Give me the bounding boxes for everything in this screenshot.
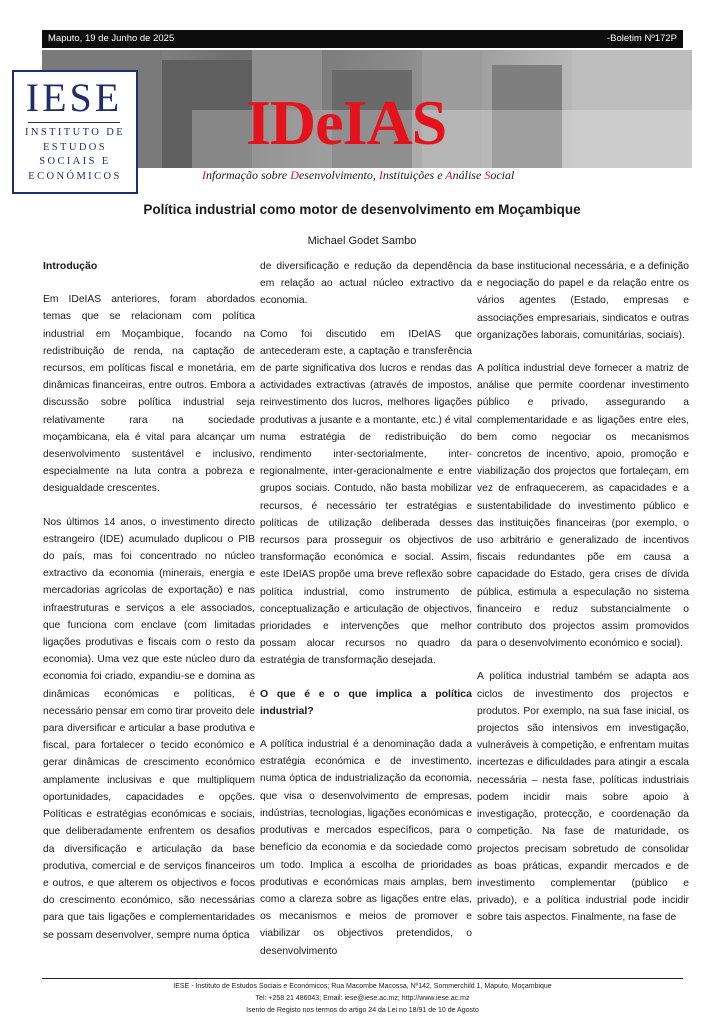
paragraph: Em IDeIAS anteriores, foram abordados temas que se relacionam com política industrial em Moçambique, focando na redistribuição de renda, na captação de recursos, em políticas fiscal e monetária, em dinâmicas financeiras, entre outros. Embora a discussão sobre política industrial seja relativamente rara na sociedade moçambicana, ela é vital para alcançar um desenvolvimento sustentável e inclusivo, especialmente na luta contra a pobreza e desigualdade crescentes. <box>43 294 255 495</box>
logo-line: ESTUDOS <box>42 141 108 153</box>
footer-registration: Isento de Registo nos termos do artigo 24 da Lei no 18/91 de 10 de Agosto <box>246 1007 479 1014</box>
bulletin-number: -Boletim Nº172P <box>607 33 677 44</box>
paragraph: A política industrial também se adapta aos ciclos de investimento dos projectos e produtos. Por exemplo, na sua fase inicial, os projectos são intensivos em investigação, vulneráveis à competição, e enfrentam muitas incertezas e dificuldades para atingir a escala necessária – nesta fase, políticas industriais podem incidir mais sobre apoio à investigação, protecção, e coordenação da competição. Na fase de maturidade, os projectos precisam sobretudo de consolidar as boas práticas, expandir mercados e de investimento complementar (público e privado), e a política industrial pode incidir sobre tais aspectos. Finalmente, na fase de <box>477 671 689 924</box>
article-title: Política industrial como motor de desenvolvimento em Moçambique <box>143 202 581 217</box>
masthead-title: IDeIAS <box>246 87 447 158</box>
iese-logo <box>12 70 138 194</box>
paragraph: A política industrial deve fornecer a matriz de análise que permite coordenar investimento público e privado, assegurando a complementaridade e as ligações entre eles, bem como negociar os mecanismos concretos de incentivo, apoio, promoção e viabilização dos projectos que fortaleçam, em vez de enfraquecerem, as capacidades e a sustentabilidade do investimento público e das instituições financeiras (por exemplo, o uso arbitrário e generalizado de incentivos fiscais redundantes põe em causa a capacidade do Estado, gera crises de dívida pública, estimula a especulação no sistema financeiro e reduz substancialmente o contributo dos projectos assim promovidos para o desenvolvimento económico e social). <box>477 363 689 650</box>
paragraph: de diversificação e redução da dependência em relação ao actual núcleo extractivo da economia. <box>260 261 472 307</box>
article-column-1 <box>43 258 255 960</box>
logo-acronym: IESE <box>25 75 123 120</box>
tagline-part: nformação sobre <box>206 168 291 182</box>
tagline-part: I <box>378 168 383 182</box>
article-column-2 <box>260 258 472 976</box>
paragraph: A política industrial é a denominação dada a estratégia económica e de investimento, numa óptica de industrialização da economia, que visa o desenvolvimento de empresas, indústrias, tecnologias, ligações económicas e produtivas e mercados específicos, para o benefício da economia e da sociedade como um todo. Implica a escolha de prioridades produtivas e económicas mais amplas, bem como a clareza sobre as ligações entre elas, os mecanismos e meios de promover e viabilizar os objectivos pretendidos, o desenvolvimento <box>260 739 472 957</box>
footer-address: IESE - Instituto de Estudos Sociais e Económicos; Rua Macombe Macossa, Nº142, Sommerchild 1, Maputo, Moçambique <box>173 983 552 990</box>
tagline-part: D <box>290 168 299 182</box>
masthead-tagline <box>202 168 514 183</box>
logo-line: ECONÓMICOS <box>28 170 122 182</box>
section-heading: Introdução <box>43 260 98 272</box>
footer-contacts: Tel: +258 21 486043; Email: iese@iese.ac.mz; http://www.iese.ac.mz <box>255 995 470 1002</box>
paragraph: da base institucional necessária, e a definição e negociação do papel e da relação entre os vários agentes (Estado, empresas e associações empresariais, sindicatos e outras organizações laborais, comunitárias, sociais). <box>477 261 689 341</box>
tagline-part: A <box>445 168 453 182</box>
section-heading: O que é e o que implica a política industrial? <box>260 687 472 717</box>
issue-date: Maputo, 19 de Junho de 2025 <box>48 33 175 44</box>
logo-line: SOCIAIS E <box>39 156 111 167</box>
header-bar <box>42 30 683 48</box>
logo-full-name <box>20 126 130 184</box>
footer-divider <box>42 978 683 979</box>
article-column-3 <box>477 258 689 943</box>
logo-divider <box>28 122 120 123</box>
tagline-part: esenvolvimento, <box>298 168 379 182</box>
tagline-part: ocial <box>490 168 515 182</box>
tagline-part: I <box>202 168 206 182</box>
tagline-part: S <box>484 168 491 182</box>
tagline-part: nálise <box>452 168 485 182</box>
paragraph: Como foi discutido em IDeIAS que antecederam este, a captação e transferência de parte significativa dos lucros e rendas das actividades extractivas (através de impostos, reinvestimento dos lucros, melhores ligações produtivas a jusante e a montante, etc.) é vital numa estratégia de redistribuição do rendimento inter-sectorialmente, inter-regionalmente, inter-geracionalmente e entre grupos sociais. Contudo, não basta mobilizar recursos, é necessário ter estratégias e políticas de utilização deliberada desses recursos para prosseguir os objectivos de transformação económica e social. Assim, este IDeIAS propõe uma breve reflexão sobre política industrial, como instrumento de conceptualização e articulação de objectivos, prioridades e intervenções que melhor possam alocar recursos no quadro da estratégia de transformação desejada. <box>260 328 472 667</box>
logo-line: INSTITUTO DE <box>24 127 126 138</box>
paragraph: Nos últimos 14 anos, o investimento directo estrangeiro (IDE) acumulado duplicou o PIB do país, mas foi concentrado no núcleo extractivo da economia (minerais, energia e mercadorias agrícolas de exportação) e nas infraestruturas e serviços a ele associados, que funciona com enclave (com limitadas ligações produtivas e fiscais com o resto da economia). Uma vez que este núcleo duro da economia foi criado, expandiu-se e domina as dinâmicas económicas e políticas, é necessário pensar em como tirar proveito dele para diversificar e articular a base produtiva e fiscal, para fortalecer o tecido económico e gerar dinâmicas de crescimento económico amplamente inclusivas e que multipliquem oportunidades, capacidades e opções. Políticas e estratégias económicas e sociais, que deliberadamente enfrentem os desafios da diversificação e articulação da base produtiva, comercial e de serviços financeiros e outros, e que alterem os objectivos e focos do crescimento económico, são necessárias para que tais ligações e complementaridades se possam desenvolver, sempre numa óptica <box>43 516 255 941</box>
tagline-part: nstituições e <box>382 168 446 182</box>
article-author: Michael Godet Sambo <box>307 235 417 247</box>
